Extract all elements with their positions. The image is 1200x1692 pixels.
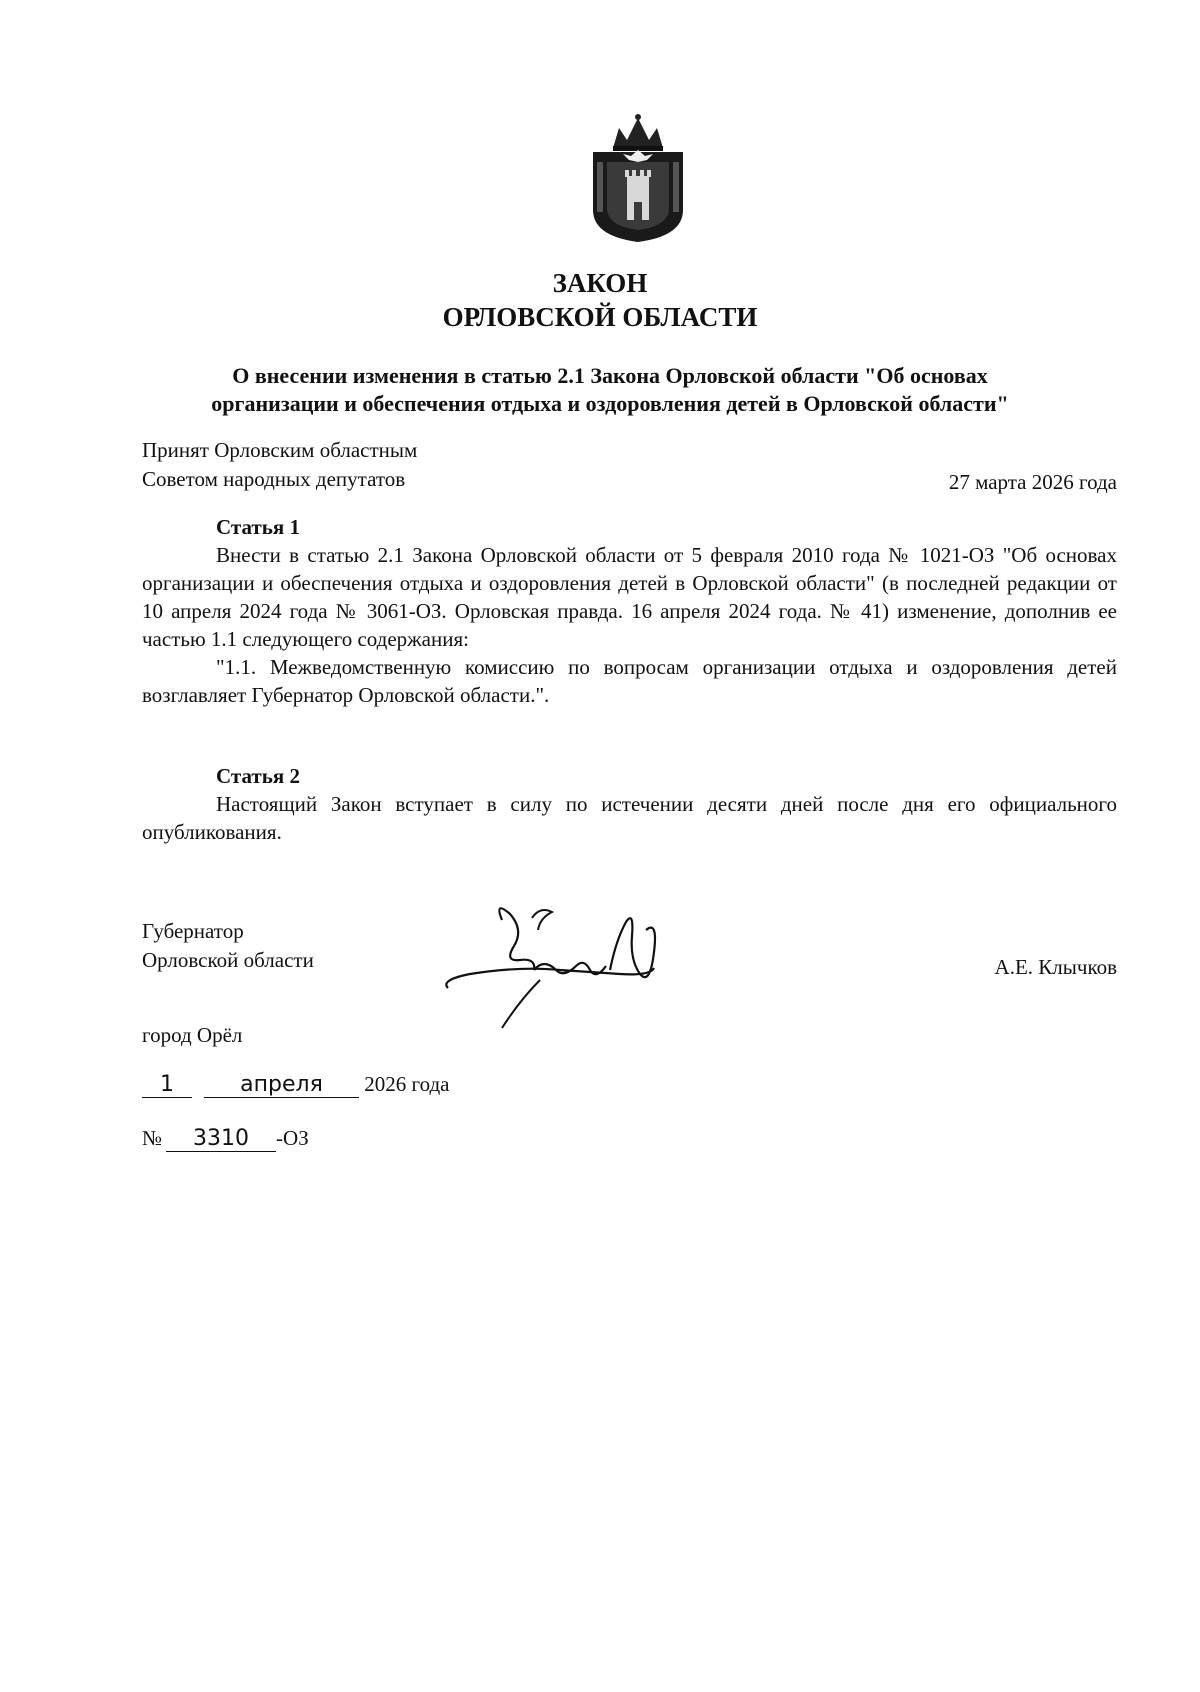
adoption-info bbox=[142, 436, 417, 494]
signing-city: город Орёл bbox=[142, 1023, 243, 1047]
law-number-field: 3310 bbox=[166, 1127, 276, 1152]
document-type-title: ЗАКОН bbox=[552, 268, 648, 298]
law-number bbox=[142, 1126, 309, 1152]
article-1 bbox=[142, 513, 1117, 709]
signatory-title-line: Орловской области bbox=[142, 948, 314, 972]
article-heading: Статья 1 bbox=[216, 515, 300, 539]
article-paragraph: Внести в статью 2.1 Закона Орловской области от 5 февраля 2010 года № 1021-ОЗ "Об основах организации и обеспечения отдыха и оздоровления детей в Орловской области" (в последней редакции от 10 апреля 2024 года № 3061-ОЗ. Орловская правда. 16 апреля 2024 года. № 41) изменение, дополнив ее частью 1.1 следующего содержания: bbox=[142, 543, 1117, 651]
law-subtitle bbox=[140, 362, 1080, 418]
coat-of-arms-icon bbox=[583, 110, 693, 245]
subtitle-line: О внесении изменения в статью 2.1 Закона Орловской области "Об основах bbox=[232, 363, 988, 388]
signing-date bbox=[142, 1072, 450, 1098]
signatory-title bbox=[142, 917, 314, 975]
date-day-field: 1 bbox=[142, 1073, 192, 1098]
adoption-date: 27 марта 2026 года bbox=[948, 470, 1117, 494]
article-paragraph: "1.1. Межведомственную комиссию по вопросам организации отдыха и оздоровления детей возглавляет Губернатор Орловской области.". bbox=[142, 655, 1117, 707]
subtitle-line: организации и обеспечения отдыха и оздоровления детей в Орловской области" bbox=[211, 391, 1009, 416]
date-month-field: апреля bbox=[204, 1073, 359, 1098]
date-year: 2026 года bbox=[364, 1072, 450, 1096]
number-sign: № bbox=[142, 1126, 163, 1150]
issuer-title: ОРЛОВСКОЙ ОБЛАСТИ bbox=[442, 302, 758, 332]
signatory-name: А.Е. Клычков bbox=[994, 955, 1117, 979]
adoption-line: Советом народных депутатов bbox=[142, 467, 406, 491]
article-heading: Статья 2 bbox=[216, 764, 300, 788]
signatory-title-line: Губернатор bbox=[142, 919, 244, 943]
number-suffix: -ОЗ bbox=[276, 1126, 309, 1150]
handwritten-signature bbox=[440, 900, 690, 1030]
adoption-line: Принят Орловским областным bbox=[142, 438, 418, 462]
article-2 bbox=[142, 762, 1117, 846]
article-paragraph: Настоящий Закон вступает в силу по истечении десяти дней после дня его официального опубликования. bbox=[142, 792, 1117, 844]
